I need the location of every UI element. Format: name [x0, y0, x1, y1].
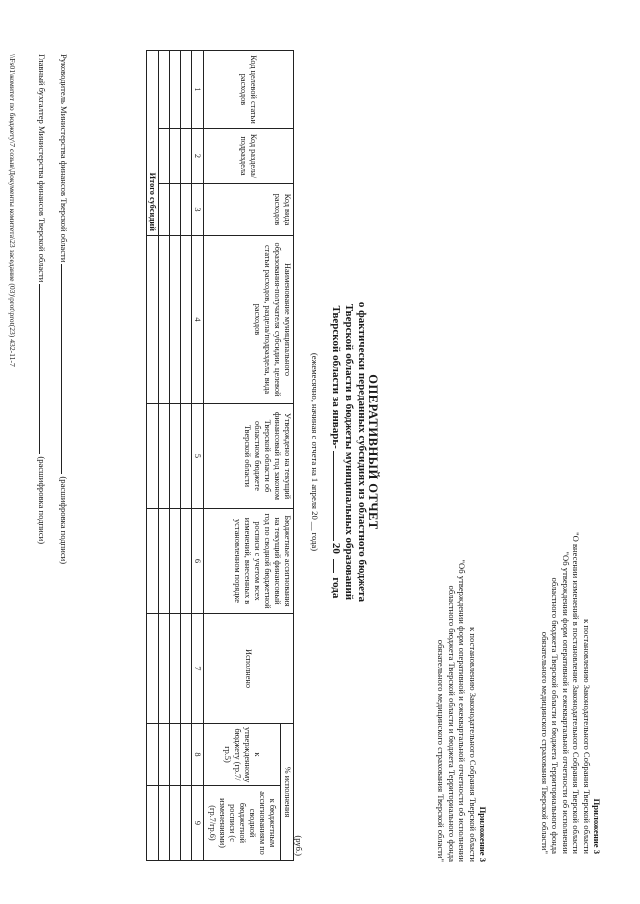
total-label: Итого субсидий: [147, 51, 159, 236]
attachment-1-line: "О внесении изменений в постановление Законодательного Собрания Тверской области: [571, 532, 582, 854]
signature-line[interactable]: [39, 284, 48, 454]
report-subtitle: [329, 0, 368, 904]
table-cell[interactable]: [170, 786, 181, 861]
attachment-2: [436, 560, 488, 862]
col-number: 6: [192, 509, 204, 614]
table-cell[interactable]: [159, 184, 170, 236]
attachment-2-line: к постановлению Законодательного Собрания Тверской области: [467, 627, 478, 862]
table-cell[interactable]: [147, 614, 159, 724]
signature-accountant-decoding: (расшифровка подписи): [37, 456, 47, 545]
table-cell[interactable]: [159, 724, 170, 786]
col-number: 7: [192, 614, 204, 724]
attachment-2-line: обязательного медицинского страхования Тверской области": [436, 639, 447, 862]
attachment-1-line: областного бюджета Тверской области и бюджета Территориального фонда: [550, 577, 561, 854]
table-cell[interactable]: [181, 404, 192, 509]
signature-accountant: [37, 54, 48, 544]
table-cell[interactable]: [147, 724, 159, 786]
header-section-code: Код раздела/ подраздела: [204, 129, 294, 184]
col-number: 2: [192, 129, 204, 184]
col-number: 4: [192, 236, 204, 404]
table-cell[interactable]: [159, 236, 170, 404]
attachment-2-line: "Об утверждении форм оперативной и ежеквартальной отчетности об исполнении: [457, 559, 468, 862]
col-number: 9: [192, 786, 204, 861]
signature-line[interactable]: [61, 264, 70, 474]
attachment-1-line: обязательного медицинского страхования Тверской области": [539, 631, 550, 854]
table-cell[interactable]: [170, 129, 181, 184]
table-row: [181, 51, 192, 861]
table-cell[interactable]: [181, 614, 192, 724]
table-cell[interactable]: [181, 184, 192, 236]
subtitle-year: 20: [330, 542, 342, 554]
header-expense-type: Код вида расходов: [204, 184, 294, 236]
table-cell[interactable]: [181, 786, 192, 861]
attachment-1-line: к постановлению Законодательного Собрания Тверской области: [581, 619, 592, 854]
header-executed: Исполнено: [204, 614, 294, 724]
report-table: [146, 50, 294, 861]
table-cell[interactable]: [181, 724, 192, 786]
table-cell[interactable]: [170, 404, 181, 509]
attachment-2-line: областного бюджета Тверской области и бюджета Территориального фонда: [446, 585, 457, 862]
col-number: 5: [192, 404, 204, 509]
table-cell[interactable]: [159, 404, 170, 509]
subtitle-prefix: Тверской области за январь-: [330, 305, 342, 449]
header-municipality-name: Наименование муниципального образования-получателя субсидии, целевой статьи расходов, раздела/подраздела, вида расходов: [204, 236, 294, 404]
attachment-1-line: "Об утверждении форм оперативной и ежеквартальной отчетности об исполнении: [560, 551, 571, 854]
table-row: [159, 51, 170, 861]
table-cell[interactable]: [170, 724, 181, 786]
attachment-1-title: Приложение 3: [592, 798, 602, 854]
attachment-2-title: Приложение 3: [478, 806, 488, 862]
header-percent-group: % исполнения: [281, 724, 294, 861]
year-blank: [333, 559, 342, 573]
table-cell[interactable]: [159, 129, 170, 184]
table-cell[interactable]: [181, 509, 192, 614]
period-note: (ежемесячно, начиная с отчета на 1 апреля 20 __ года): [310, 352, 320, 552]
header-pct-allocations: к бюджетным ассигнованиям по сводной бюджетной росписи (с изменениями) (гр.7/гр.6): [204, 786, 281, 861]
footer-file-path: \\Fs01\комитет по бюджету\7 созыв\Документы комитета\23 заседание (03)\prot\prot(23) 432-11-7: [8, 54, 17, 367]
table-cell[interactable]: [181, 129, 192, 184]
table-cell[interactable]: [147, 236, 159, 404]
header-target-code: Код целевой статьи расходов: [204, 51, 294, 129]
table-cell[interactable]: [159, 786, 170, 861]
header-allocations: Бюджетные ассигнования на текущий финансовый год по сводной бюджетной росписи с учетом всех изменений, внесенных в установленном порядке: [204, 509, 294, 614]
table-cell[interactable]: [159, 614, 170, 724]
table-cell[interactable]: [170, 614, 181, 724]
col-number: 3: [192, 184, 204, 236]
table-cell[interactable]: [181, 236, 192, 404]
table-cell[interactable]: [170, 509, 181, 614]
table-cell[interactable]: [159, 509, 170, 614]
table-cell[interactable]: [159, 51, 170, 129]
unit-label: (руб.): [294, 835, 304, 856]
subtitle-line-1: о фактически переданных субсидиях из областного бюджета: [356, 301, 368, 603]
subtitle-line-2: Тверской области в бюджеты муниципальных образований: [343, 303, 355, 601]
signature-accountant-label: Главный бухгалтер Министерства финансов Тверской области: [37, 54, 47, 283]
subtitle-suffix: года: [330, 577, 342, 599]
signature-head-label: Руководитель Министерства финансов Тверской области: [59, 54, 69, 263]
header-approved: Утверждено на текущий финансовый год законом Тверской области об областном бюджете Тверской области: [204, 404, 294, 509]
table-cell[interactable]: [147, 509, 159, 614]
table-cell[interactable]: [181, 51, 192, 129]
month-blank: [333, 451, 342, 541]
table-cell[interactable]: [170, 184, 181, 236]
signature-head-decoding: (расшифровка подписи): [59, 476, 69, 565]
table-row: [170, 51, 181, 861]
table-cell[interactable]: [147, 786, 159, 861]
col-number: 1: [192, 51, 204, 129]
total-row: [147, 51, 159, 861]
col-number: 8: [192, 724, 204, 786]
subtitle-line-3: [329, 0, 342, 904]
header-pct-approved: к утвержденному бюджету (гр.7/гр.5): [204, 724, 281, 786]
table-cell[interactable]: [147, 404, 159, 509]
attachment-1: [540, 532, 602, 854]
table-cell[interactable]: [170, 236, 181, 404]
signature-head: [59, 54, 70, 564]
table-cell[interactable]: [170, 51, 181, 129]
report-title: ОПЕРАТИВНЫЙ ОТЧЕТ: [366, 374, 380, 530]
